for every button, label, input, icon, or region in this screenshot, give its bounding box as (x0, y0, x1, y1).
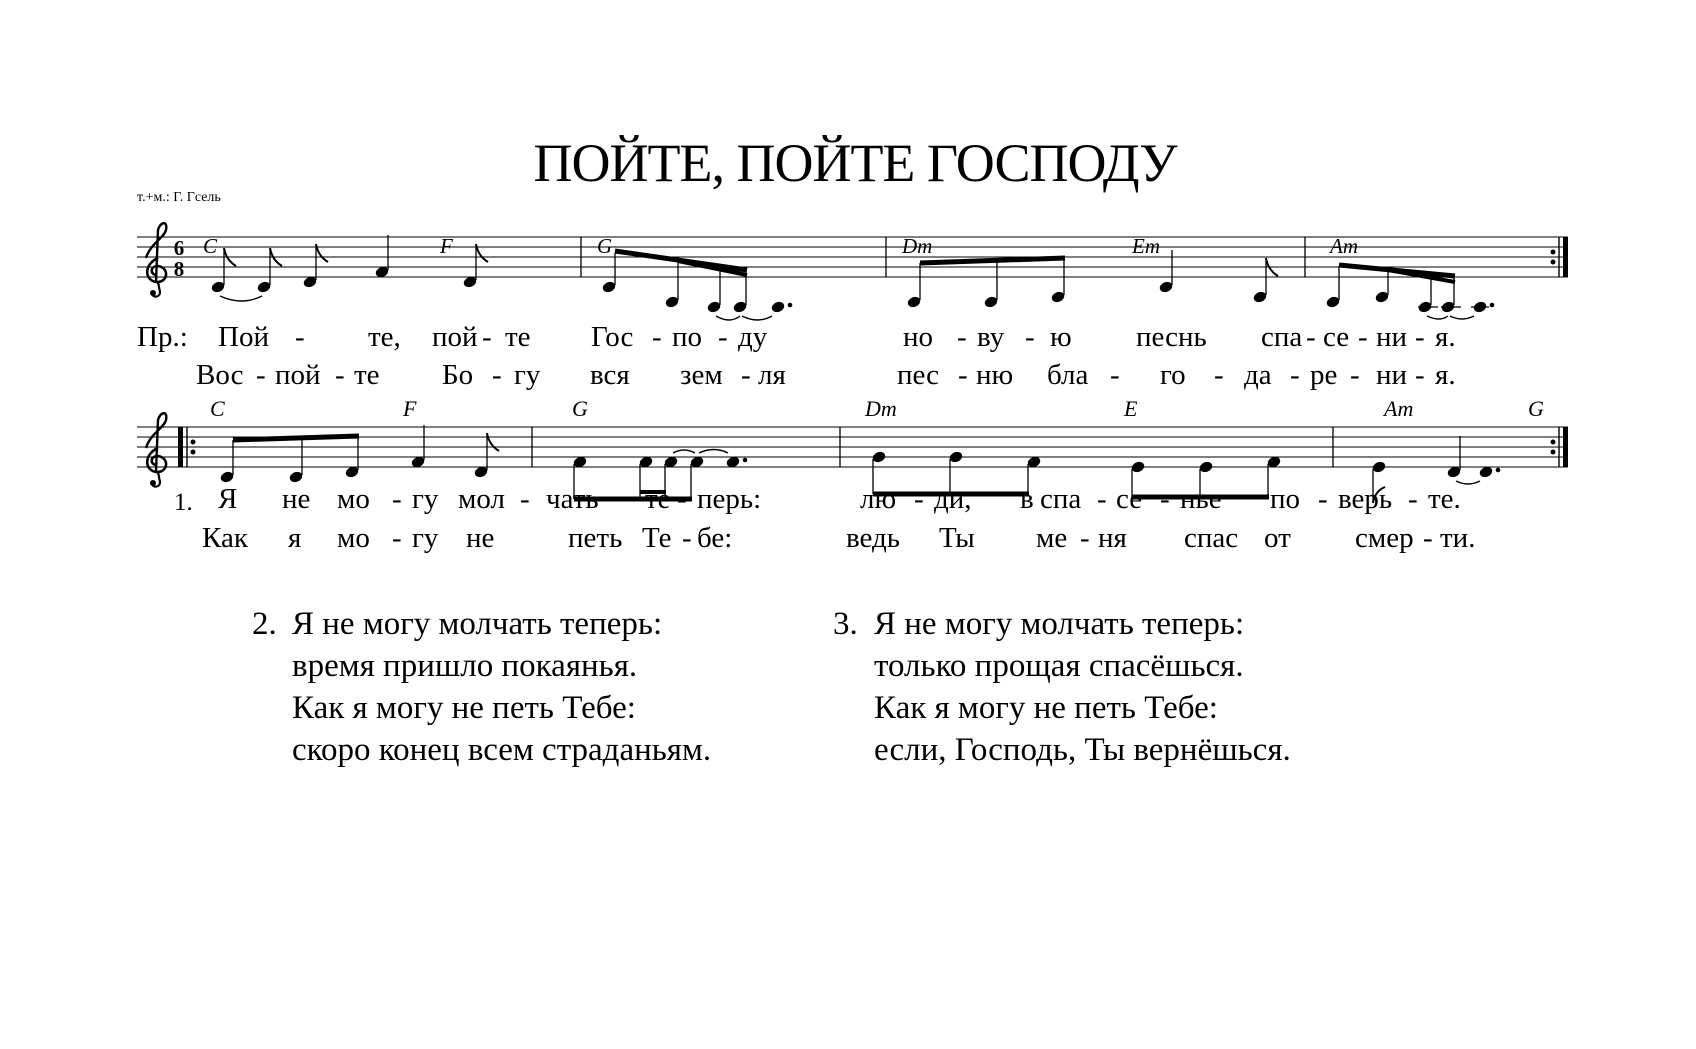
svg-text:гу: гу (412, 483, 439, 515)
svg-text:спас: спас (1184, 522, 1239, 554)
svg-text:-: - (741, 359, 751, 391)
measure-5-notes (219, 425, 499, 484)
svg-text:ди,: ди, (934, 483, 972, 515)
svg-text:-: - (1415, 321, 1425, 353)
svg-text:зем: зем (680, 359, 723, 391)
svg-text:-: - (718, 321, 728, 353)
svg-text:гу: гу (412, 522, 439, 554)
chord-symbol: C (210, 396, 225, 421)
svg-text:-: - (1423, 522, 1433, 554)
verse-3-line: Я не могу молчать теперь: (874, 606, 1245, 642)
svg-text:ю: ю (1050, 321, 1072, 353)
svg-text:-: - (1318, 483, 1328, 515)
svg-text:по: по (1270, 483, 1301, 515)
svg-text:ду: ду (738, 321, 768, 353)
chord-symbol: G (572, 396, 588, 421)
verse-2-number: 2. (252, 606, 277, 642)
svg-text:мо: мо (337, 483, 370, 515)
svg-text:петь: петь (568, 522, 623, 554)
svg-text:те.: те. (1428, 483, 1461, 515)
svg-text:Пр.:: Пр.: (137, 321, 188, 353)
svg-text:-: - (1097, 483, 1107, 515)
svg-text:пес: пес (897, 359, 939, 391)
verse-2-line: Как я могу не петь Тебе: (292, 690, 636, 726)
svg-text:-: - (335, 359, 345, 391)
lyrics-system-1-line-2 (196, 359, 1456, 391)
svg-text:вся: вся (590, 359, 630, 391)
svg-text:не: не (466, 522, 495, 554)
svg-text:-: - (1080, 522, 1090, 554)
time-signature (174, 236, 185, 281)
svg-text:-: - (1025, 321, 1035, 353)
svg-text:-: - (677, 483, 687, 515)
svg-text:го: го (1160, 359, 1186, 391)
chord-symbol: Dm (865, 396, 897, 421)
chord-symbols-system-1 (203, 234, 1358, 258)
svg-text:бе:: бе: (697, 522, 733, 554)
svg-text:я: я (288, 522, 302, 554)
verse-3-line: если, Господь, Ты вернёшься. (874, 732, 1291, 768)
svg-text:-: - (914, 483, 924, 515)
verse-2-line: Я не могу молчать теперь: (292, 606, 663, 642)
staff-lines (137, 427, 1568, 467)
svg-text:смер: смер (1355, 522, 1414, 554)
svg-text:ведь: ведь (846, 522, 900, 554)
svg-text:ре: ре (1310, 359, 1338, 391)
svg-text:се: се (1323, 321, 1350, 353)
verse-3-number: 3. (833, 606, 858, 642)
svg-text:Гос: Гос (591, 321, 634, 353)
svg-text:перь:: перь: (697, 483, 762, 515)
svg-text:в: в (1020, 483, 1034, 515)
chord-symbol: Dm (902, 234, 933, 258)
svg-text:ни: ни (1376, 359, 1408, 391)
chord-symbols-system-2 (210, 396, 1544, 421)
svg-text:да: да (1244, 359, 1272, 391)
svg-text:-: - (1214, 359, 1224, 391)
svg-text:мо: мо (337, 522, 370, 554)
svg-text:спа: спа (1040, 483, 1082, 515)
svg-text:от: от (1264, 522, 1291, 554)
svg-text:бла: бла (1047, 359, 1089, 391)
svg-text:спа: спа (1261, 321, 1303, 353)
chord-symbol: F (403, 396, 417, 421)
svg-text:-: - (1306, 321, 1316, 353)
svg-text:те: те (505, 321, 531, 353)
svg-text:ню: ню (976, 359, 1014, 391)
svg-text:-: - (1415, 359, 1425, 391)
chord-symbol: G (1528, 396, 1544, 421)
verse-number: 1. (174, 489, 193, 516)
svg-text:песнь: песнь (1136, 321, 1207, 353)
svg-text:Пой: Пой (218, 321, 269, 353)
svg-text:-: - (295, 321, 305, 353)
svg-text:-: - (520, 483, 530, 515)
verse-3-line: Как я могу не петь Тебе: (874, 690, 1218, 726)
measure-4-notes (1325, 265, 1494, 319)
svg-text:верь: верь (1338, 483, 1393, 515)
svg-text:-: - (256, 359, 266, 391)
svg-text:Вос: Вос (196, 359, 244, 391)
chord-symbol: Am (1330, 234, 1358, 258)
svg-text:-: - (392, 522, 402, 554)
svg-text:но: но (903, 321, 934, 353)
svg-text:-: - (682, 522, 692, 554)
svg-text:-: - (1110, 359, 1120, 391)
svg-text:-: - (958, 359, 968, 391)
treble-clef-icon (146, 223, 166, 296)
verse-2-line: скоро конец всем страданьям. (292, 732, 712, 768)
svg-text:пой: пой (275, 359, 321, 391)
svg-text:по: по (672, 321, 703, 353)
svg-text:Ты: Ты (939, 522, 975, 554)
chord-symbol: G (597, 234, 613, 258)
svg-text:-: - (1160, 483, 1170, 515)
svg-text:8: 8 (173, 257, 185, 281)
svg-text:-: - (1350, 359, 1360, 391)
svg-text:-: - (392, 483, 402, 515)
chord-symbol: E (1124, 396, 1138, 421)
svg-text:Те: Те (642, 522, 672, 554)
svg-text:чать: чать (546, 483, 599, 515)
svg-text:я.: я. (1435, 321, 1456, 353)
svg-text:лю: лю (860, 483, 897, 515)
svg-text:-: - (1290, 359, 1300, 391)
verse-2-line: время пришло покаянья. (292, 648, 638, 684)
lyrics-system-2-line-2 (202, 522, 1475, 554)
svg-text:я.: я. (1435, 359, 1456, 391)
svg-text:-: - (1408, 483, 1418, 515)
svg-text:ти.: ти. (1440, 522, 1476, 554)
svg-text:Бо: Бо (442, 359, 474, 391)
svg-text:гу: гу (514, 359, 541, 391)
chord-symbol: Em (1132, 234, 1160, 258)
svg-text:ме: ме (1036, 522, 1068, 554)
svg-text:6: 6 (173, 236, 185, 260)
svg-text:те: те (354, 359, 380, 391)
svg-text:-: - (1358, 321, 1368, 353)
svg-text:-: - (492, 359, 502, 391)
measure-3-notes (906, 250, 1278, 309)
svg-text:ня: ня (1098, 522, 1127, 554)
svg-text:нье: нье (1180, 483, 1222, 515)
verse-3-line: только прощая спасёшься. (874, 648, 1244, 684)
author-credit: т.+м.: Г. Гсель (137, 190, 221, 205)
svg-text:те,: те, (368, 321, 401, 353)
chord-symbol: C (203, 234, 218, 258)
svg-text:ля: ля (758, 359, 786, 391)
svg-text:-: - (652, 321, 662, 353)
svg-text:-: - (482, 321, 492, 353)
measure-2-notes (601, 251, 792, 320)
svg-text:ву: ву (977, 321, 1005, 353)
svg-text:-: - (957, 321, 967, 353)
chord-symbol: F (440, 234, 453, 258)
lyrics-system-1-line-1 (137, 321, 1456, 353)
svg-text:се: се (1116, 483, 1143, 515)
svg-text:те: те (645, 483, 671, 515)
svg-text:Как: Как (202, 522, 248, 554)
svg-text:не: не (282, 483, 311, 515)
svg-text:пой: пой (432, 321, 478, 353)
song-title: ПОЙТЕ, ПОЙТЕ ГОСПОДУ (533, 133, 1177, 193)
svg-text:ни: ни (1376, 321, 1408, 353)
svg-text:Я: Я (218, 483, 238, 515)
treble-clef-icon (146, 413, 166, 486)
svg-text:мол: мол (458, 483, 505, 515)
chord-symbol: Am (1384, 396, 1414, 421)
